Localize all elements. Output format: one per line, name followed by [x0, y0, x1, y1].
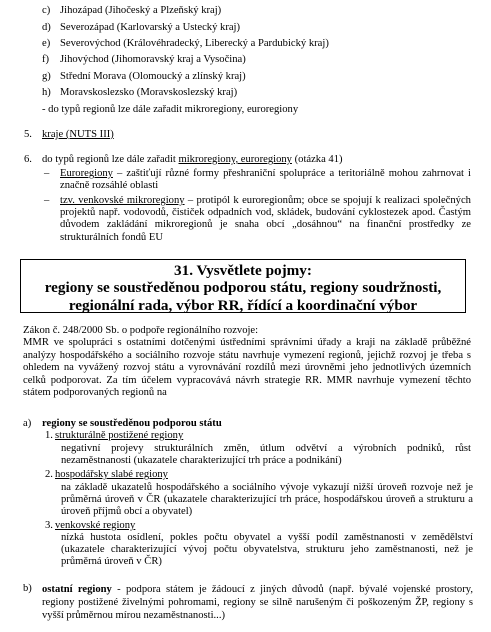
bullet-dash: –: [44, 195, 50, 206]
heading-line-2: regiony se soustředěnou podporou státu, regiony soudržnosti,: [44, 279, 442, 297]
bullet-dash: –: [44, 168, 50, 179]
list-item: c) Jihozápad (Jihočeský a Plzeňský kraj): [42, 5, 222, 16]
list-item: e) Severovýchod (Královéhradecký, Liberecký a Pardubický kraj): [42, 38, 329, 49]
subitem-1-header: 1. strukturálně postižené regiony: [45, 430, 184, 441]
section-b-marker: b): [23, 583, 32, 594]
regions-note: - do typů regionů lze dále zařadit mikroregiony, euroregiony: [42, 104, 299, 115]
bullet-euroregiony: Euroregiony – zaštiťují různé formy přeshraniční spolupráce a teritoriálně mohou zahrnovat i značně rozsáhlé oblasti: [60, 168, 471, 192]
intro-paragraph: MMR ve spolupráci s ostatními dotčenými ústředními správními úřady a kraji na základě průběžné analýzy hospodářského a sociálního rozvoje státu navrhuje vymezení regionů, jejichž rozvoj je třeba s ohledem na vyvážený rozvoj státu a vyrovnávání rozdílů mezi úrovněmi jeho jednotlivých územních celků podporovat. Za tím účelem vypracovává návrh strategie RR. MMR navrhuje vymezení těchto státem podporovaných regionů na: [23, 337, 471, 399]
subitem-3-text: nízká hustota osídlení, pokles počtu obyvatel a vyšší podíl zaměstnanosti v zemědělství (ukazatele charakterizující vývoj počtu obyvatelstva, strukturu jeho zaměstnanosti, než je průměrná úroveň v ČR): [61, 532, 473, 568]
list-item: f) Jihovýchod (Jihomoravský kraj a Vysočina): [42, 54, 246, 65]
subitem-3-header: 3. venkovské regiony: [45, 520, 136, 531]
section-b-text: ostatní regiony - podpora státem je žádoucí z jiných důvodů (např. bývalé vojenské prostory, regiony postižené živelnými pohromami, regiony se silně narušeným či poškozeným ŽP, regiony s vyšší průměrnou mírou nezaměstnanosti...): [42, 584, 473, 621]
law-line: Zákon č. 248/2000 Sb. o podpoře regionálního rozvoje:: [23, 325, 259, 336]
heading-line-1: 31. Vysvětlete pojmy:: [174, 262, 312, 279]
list-item: h) Moravskoslezsko (Moravskoslezský kraj): [42, 87, 238, 98]
item-5: 5. kraje (NUTS III): [24, 129, 114, 140]
list-item: d) Severozápad (Karlovarský a Ustecký kraj): [42, 22, 241, 33]
heading-line-3: regionální rada, výbor RR, řídící a koordinační výbor: [68, 296, 418, 314]
item-6: 6. do typů regionů lze dále zařadit mikroregiony, euroregiony (otázka 41): [24, 154, 343, 165]
list-item: g) Střední Morava (Olomoucký a zlínský kraj): [42, 71, 246, 82]
subitem-2-text: na základě ukazatelů hospodářského a sociálního vývoje vykazují nižší úroveň rozvoje než je průměrná úroveň v ČR (ukazatele charakterizující trh práce, hospodářskou úroveň a strukturu a úroveň příjmů obcí a obyvatel): [61, 482, 473, 518]
subitem-1-text: negativní projevy strukturálních změn, útlum odvětví a výrobních podniků, růst nezaměstnanosti (ukazatele charakterizující trh práce a podnikání): [61, 443, 471, 467]
question-heading-box: [20, 259, 466, 313]
subitem-2-header: 2. hospodářsky slabé regiony: [45, 469, 168, 480]
section-a-header: a) regiony se soustředěnou podporou státu: [23, 418, 222, 429]
bullet-mikroregiony: tzv. venkovské mikroregiony – protipól k euroregionům; obce se spojují k realizaci společných projektů např. vodovodů, čističek odpadních vod, skládek, budování cyklostezek apod. Častým důvodem zakládání mikroregionů je snaha obcí „dosáhnou“ na finanční prostředky ze strukturálních fondů EU: [60, 195, 471, 243]
